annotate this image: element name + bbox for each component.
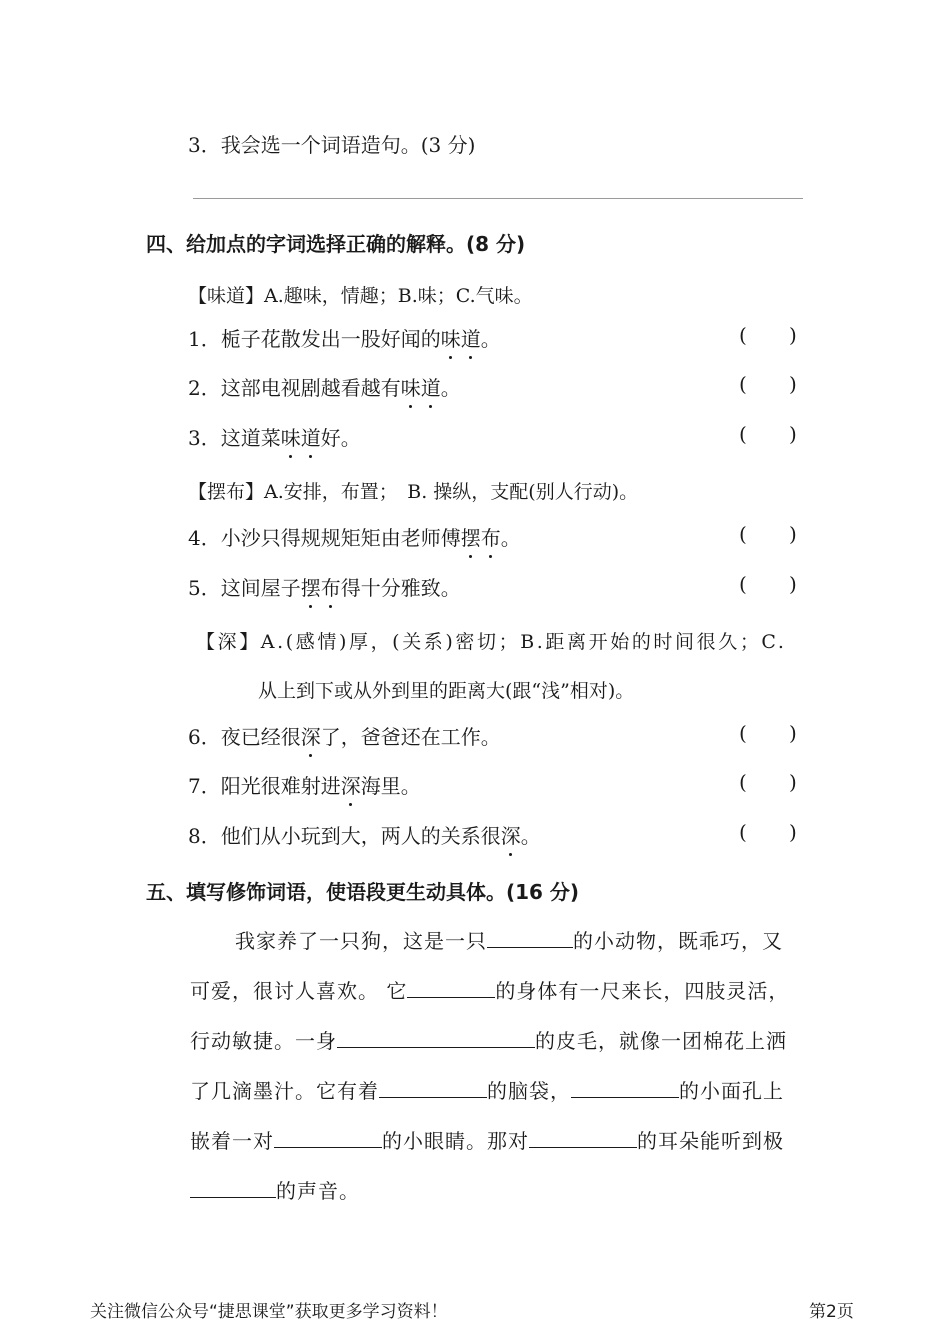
dotted-word (441, 327, 481, 351)
dotted-char: 道 (461, 323, 481, 352)
dotted-char: 味 (441, 323, 461, 352)
dotted-word (461, 526, 501, 550)
dotted-char: 道 (301, 422, 321, 451)
question-2: 2．这部电视剧越看越有味道。 (188, 372, 461, 401)
page-number: 第2页 (809, 1302, 854, 1322)
question-3-make-sentence: 3．我会选一个词语造句。(3 分) (188, 133, 476, 157)
fill-blank[interactable] (274, 1126, 382, 1148)
dotted-word: 深 (301, 721, 321, 750)
paragraph-line-2: 可爱，很讨人喜欢。 它 的身体有一尺来长，四肢灵活， (190, 975, 789, 1004)
paragraph-line-4: 了几滴墨汁。它有着 的脑袋， 的小面孔上 (190, 1075, 784, 1104)
dotted-char: 布 (481, 522, 501, 551)
dotted-char: 布 (321, 572, 341, 601)
fill-blank[interactable] (190, 1176, 276, 1198)
question-8: 8．他们从小玩到大，两人的关系很深。 (188, 820, 541, 849)
paragraph-line-5: 嵌着一对 的小眼睛。那对 的耳朵能听到极 (190, 1125, 784, 1154)
fill-blank[interactable] (379, 1076, 487, 1098)
question-5: 5．这间屋子摆布得十分雅致。 (188, 572, 461, 601)
dotted-char: 摆 (461, 522, 481, 551)
dotted-word: 深 (501, 820, 521, 849)
question-6: 6．夜已经很深了，爸爸还在工作。 (188, 721, 501, 750)
definition-weidao: 【味道】A.趣味，情趣；B.味；C.气味。 (188, 285, 533, 307)
dotted-word (281, 426, 321, 450)
footer-note: 关注微信公众号“捷思课堂”获取更多学习资料！ (90, 1302, 448, 1322)
fill-blank[interactable] (571, 1076, 679, 1098)
definition-baibu: 【摆布】A.安排，布置； B. 操纵，支配(别人行动)。 (188, 481, 639, 503)
dotted-char: 味 (281, 422, 301, 451)
fill-blank[interactable] (529, 1126, 637, 1148)
question-3: 3．这道菜味道好。 (188, 422, 361, 451)
dotted-word (301, 576, 341, 600)
dotted-char: 味 (401, 372, 421, 401)
fill-blank[interactable] (407, 976, 495, 998)
dotted-word (401, 376, 441, 400)
dotted-word: 深 (341, 770, 361, 799)
fill-blank[interactable] (487, 926, 573, 948)
paragraph-line-6: 的声音。 (190, 1175, 360, 1204)
paragraph-line-1: 我家养了一只狗，这是一只 的小动物，既乖巧，又 (235, 925, 783, 954)
definition-shen-line1: 【深】A.(感情)厚，(关系)密切；B.距离开始的时间很久；C. (196, 631, 787, 653)
definition-shen-line2: 从上到下或从外到里的距离大(跟“浅”相对)。 (258, 680, 635, 702)
question-1: 1．栀子花散发出一股好闻的味道。 (188, 323, 501, 352)
section-4-title: 四、给加点的字词选择正确的解释。(8 分) (146, 232, 526, 256)
paragraph-line-3: 行动敏捷。一身 的皮毛，就像一团棉花上洒 (190, 1025, 787, 1054)
fill-blank[interactable] (337, 1026, 535, 1048)
answer-line[interactable] (193, 198, 803, 199)
question-4: 4．小沙只得规规矩矩由老师傅摆布。 (188, 522, 521, 551)
dotted-char: 摆 (301, 572, 321, 601)
dotted-char: 道 (421, 372, 441, 401)
question-7: 7．阳光很难射进深海里。 (188, 770, 421, 799)
section-5-title: 五、填写修饰词语，使语段更生动具体。(16 分) (146, 880, 580, 904)
